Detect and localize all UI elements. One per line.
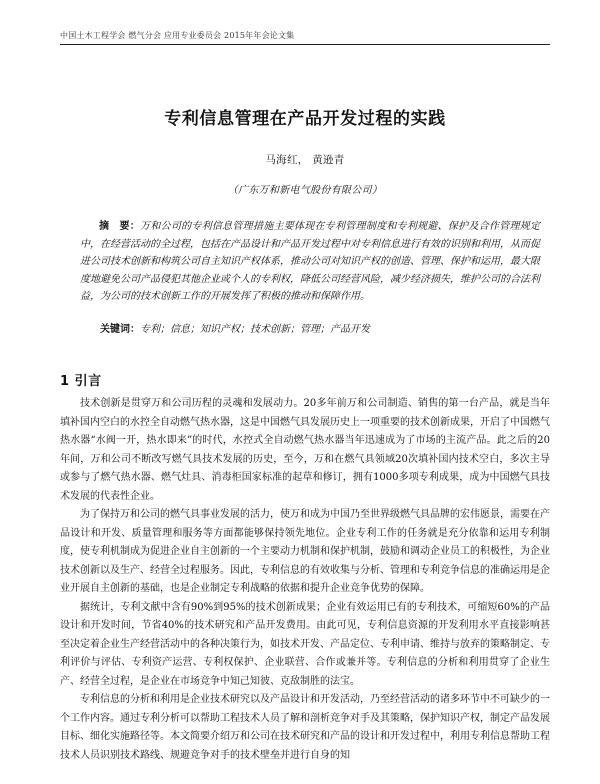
- abstract-label: 摘 要：: [99, 221, 141, 232]
- paragraph: 专利信息的分析和利用是企业技术研究以及产品设计和开发活动，乃至经营活动的诸多环节中不可缺少的一个工作内容。通过专利分析可以帮助工程技术人员了解和剖析竞争对手及其策略，保护知识产权，制定产品发展目标、细化实施路径等。本文简要介绍万和公司在技术研究和产品的设计和开发过程中，利用专利信息帮助工程技术人员识别技术路线、规避竞争对手的技术壁垒并进行自身的知: [60, 694, 550, 761]
- paragraph: 技术创新是贯穿万和公司历程的灵魂和发展动力。20多年前万和公司制造、销售的第一台产品，就是当年填补国内空白的水控全自动燃气热水器，这是中国燃气具发展历史上一项重要的技术创新成果，开启了中国燃气热水器“水阀一开，热水即来”的时代，水控式全自动燃气热水器当年迅速成为了市场的主流产品。此之后的20年间，万和公司不断改写燃气具技术发展的历史，至今，万和在燃气具领域20次填补国内技术空白，多次主导或参与了燃气热水器、燃气灶具、消毒柜国家标准的起草和修订，拥有1000多项专利成果，成为中国燃气具技术发展的代表性企业。: [60, 398, 550, 502]
- abstract-text: 万和公司的专利信息管理措施主要体现在专利管理制度和专利规避、保护及合作管理规定中，在经营活动的全过程，包括在产品设计和产品开发过程中对专利信息进行有效的识别和利用，从而促进公司技术创新和构筑公司自主知识产权体系，推动公司对知识产权的创造、管理、保护和运用，最大限度地避免公司产品侵犯其他企业或个人的专利权，降低公司经营风险，减少经济损失，维护公司的合法利益，为公司的技术创新工作的开展发挥了积极的推动和保障作用。: [80, 221, 541, 302]
- running-header: 中国土木工程学会 燃气分会 应用专业委员会 2015年年会论文集: [60, 30, 550, 45]
- keywords-label: 关键词：: [100, 324, 140, 335]
- paragraph: 为了保持万和公司的燃气具事业发展的活力，使万和成为中国乃至世界级燃气具品牌的宏伟愿景，需要在产品设计和开发、质量管理和服务等方面都能够保持领先地位。企业专利工作的任务就是充分依靠和运用专利制度，使专利机制成为促进企业自主创新的一个主要动力机制和保护机制，鼓励和调动企业员工的积极性，为企业技术创新以及生产、经营全过程服务。因此，专利信息的有效收集与分析、管理和专利竞争信息的准确运用是企业开展自主创新的基础，也是企业制定专利战略的依据和提升企业竞争优势的保障。: [60, 509, 550, 594]
- affiliation: （广东万和新电气股份有限公司）: [227, 185, 383, 196]
- section-body: [60, 395, 550, 784]
- keywords-text: 专利；信息；知识产权；技术创新；管理；产品开发: [140, 324, 370, 335]
- section-heading-introduction: 1 引言: [60, 374, 102, 389]
- paragraph: 据统计，专利文献中含有90%到95%的技术创新成果；企业有效运用已有的专利技术，可缩短60%的产品设计和开发时间，节省40%的技术研究和产品开发费用。由此可见，专利信息资源的开发利用水平直接影响甚至决定着企业生产经营活动中的各种决策行为，如技术开发、产品定位、专利申请、维持与放弃的策略制定、专利评价与评估、专利资产运营、专利权保护、企业联营、合作或兼并等。专利信息的分析和利用贯穿了企业生产、经营全过程，是企业在市场竞争中知己知彼、克敌制胜的法宝。: [60, 601, 550, 687]
- abstract: [80, 218, 540, 306]
- keywords: [100, 321, 540, 338]
- authors: 马海红， 黄逊青: [265, 154, 345, 166]
- paper-title: 专利信息管理在产品开发过程的实践: [164, 109, 446, 129]
